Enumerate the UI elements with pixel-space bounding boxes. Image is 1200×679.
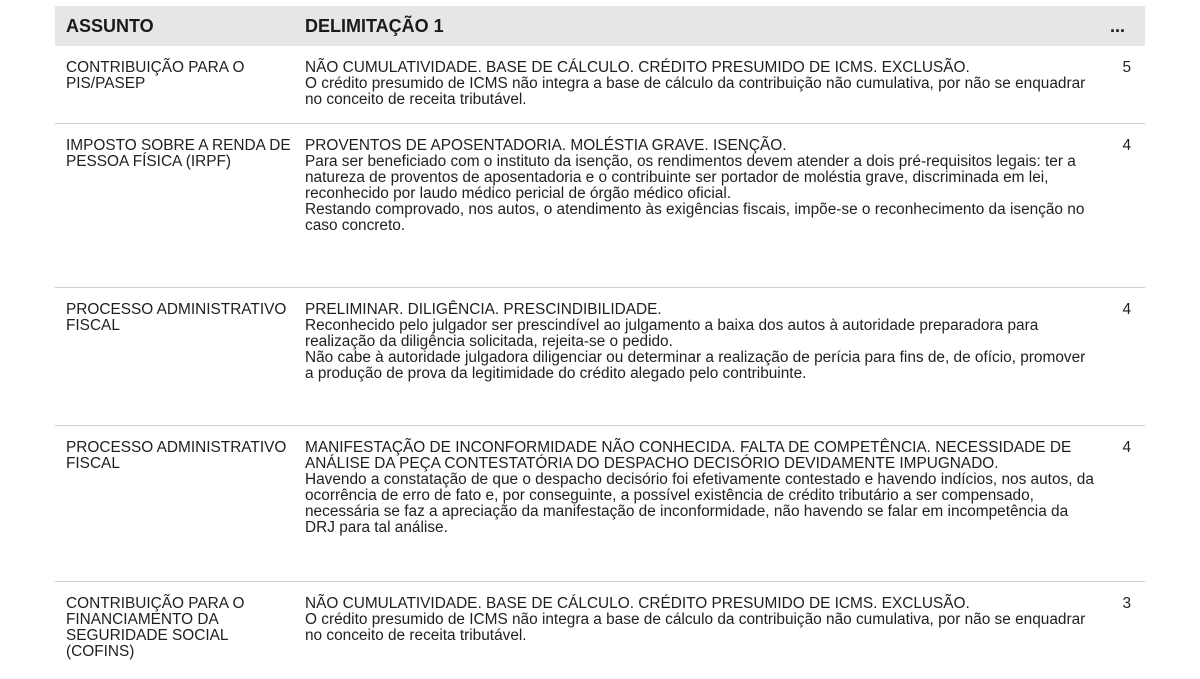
delimitation-text: Reconhecido pelo julgador ser prescindível ao julgamento a baixa dos autos à autoridade preparadora para realização da diligência solicitada, rejeita-se o pedido. — [305, 317, 1039, 350]
table-row — [55, 426, 1145, 582]
delimitation-text: Não cabe à autoridade julgadora diligenciar ou determinar a realização de perícia para fins de, de ofício, promover a produção de prova da legitimidade do crédito alegado pelo contribuinte. — [305, 349, 1086, 382]
table-row — [55, 124, 1145, 288]
table-row — [55, 288, 1145, 426]
row-delimitation — [305, 60, 1095, 108]
delimitation-text: Restando comprovado, nos autos, o atendimento às exigências fiscais, impõe-se o reconhecimento da isenção no caso concreto. — [305, 201, 1085, 234]
delimitation-heading: PROVENTOS DE APOSENTADORIA. MOLÉSTIA GRAVE. ISENÇÃO. — [305, 137, 787, 154]
delimitation-text: O crédito presumido de ICMS não integra a base de cálculo da contribuição não cumulativa, por não se enquadrar no conceito de receita tributável. — [305, 75, 1086, 108]
row-count: 4 — [1122, 301, 1131, 318]
row-delimitation — [305, 138, 1095, 234]
column-header-more[interactable]: ... — [1109, 15, 1125, 36]
column-header-subject[interactable]: ASSUNTO — [66, 15, 154, 36]
row-count: 5 — [1122, 59, 1131, 76]
row-subject: CONTRIBUIÇÃO PARA O PIS/PASEP — [66, 59, 245, 92]
delimitation-text: Havendo a constatação de que o despacho decisório foi efetivamente contestado e havendo indícios, nos autos, da ocorrência de erro de fato e, por conseguinte, a possível existência de crédito tributário a ser compensado, necessária se faz a apreciação da manifestação de inconformidade, não havendo se falar em incompetência da DRJ para tal análise. — [305, 471, 1094, 536]
row-subject: IMPOSTO SOBRE A RENDA DE PESSOA FÍSICA (IRPF) — [66, 137, 291, 170]
delimitation-text: Para ser beneficiado com o instituto da isenção, os rendimentos devem atender a dois pré-requisitos legais: ter a natureza de proventos de aposentadoria e o contribuinte ser portador de moléstia grave, discriminada em lei, reconhecido por laudo médico pericial de órgão médico oficial. — [305, 153, 1076, 202]
table-header — [55, 6, 1145, 46]
delimitation-heading: NÃO CUMULATIVIDADE. BASE DE CÁLCULO. CRÉDITO PRESUMIDO DE ICMS. EXCLUSÃO. — [305, 595, 970, 612]
delimitation-heading: NÃO CUMULATIVIDADE. BASE DE CÁLCULO. CRÉDITO PRESUMIDO DE ICMS. EXCLUSÃO. — [305, 59, 970, 76]
table-row — [55, 46, 1145, 124]
row-count: 3 — [1122, 595, 1131, 612]
row-count: 4 — [1122, 137, 1131, 154]
row-delimitation — [305, 440, 1095, 536]
row-subject: CONTRIBUIÇÃO PARA O FINANCIAMENTO DA SEGURIDADE SOCIAL (COFINS) — [66, 595, 245, 660]
row-delimitation — [305, 302, 1095, 382]
column-header-delimitation[interactable]: DELIMITAÇÃO 1 — [305, 15, 444, 36]
row-count: 4 — [1122, 439, 1131, 456]
delimitation-heading: MANIFESTAÇÃO DE INCONFORMIDADE NÃO CONHECIDA. FALTA DE COMPETÊNCIA. NECESSIDADE DE ANÁLISE DA PEÇA CONTESTATÓRIA DO DESPACHO DECISÓRIO DEVIDAMENTE IMPUGNADO. — [305, 439, 1072, 472]
delimitation-text: O crédito presumido de ICMS não integra a base de cálculo da contribuição não cumulativa, por não se enquadrar no conceito de receita tributável. — [305, 611, 1086, 644]
row-subject: PROCESSO ADMINISTRATIVO FISCAL — [66, 301, 287, 334]
results-table — [55, 6, 1145, 679]
row-delimitation — [305, 596, 1095, 644]
table-row — [55, 582, 1145, 679]
delimitation-heading: PRELIMINAR. DILIGÊNCIA. PRESCINDIBILIDADE. — [305, 301, 662, 318]
row-subject: PROCESSO ADMINISTRATIVO FISCAL — [66, 439, 287, 472]
